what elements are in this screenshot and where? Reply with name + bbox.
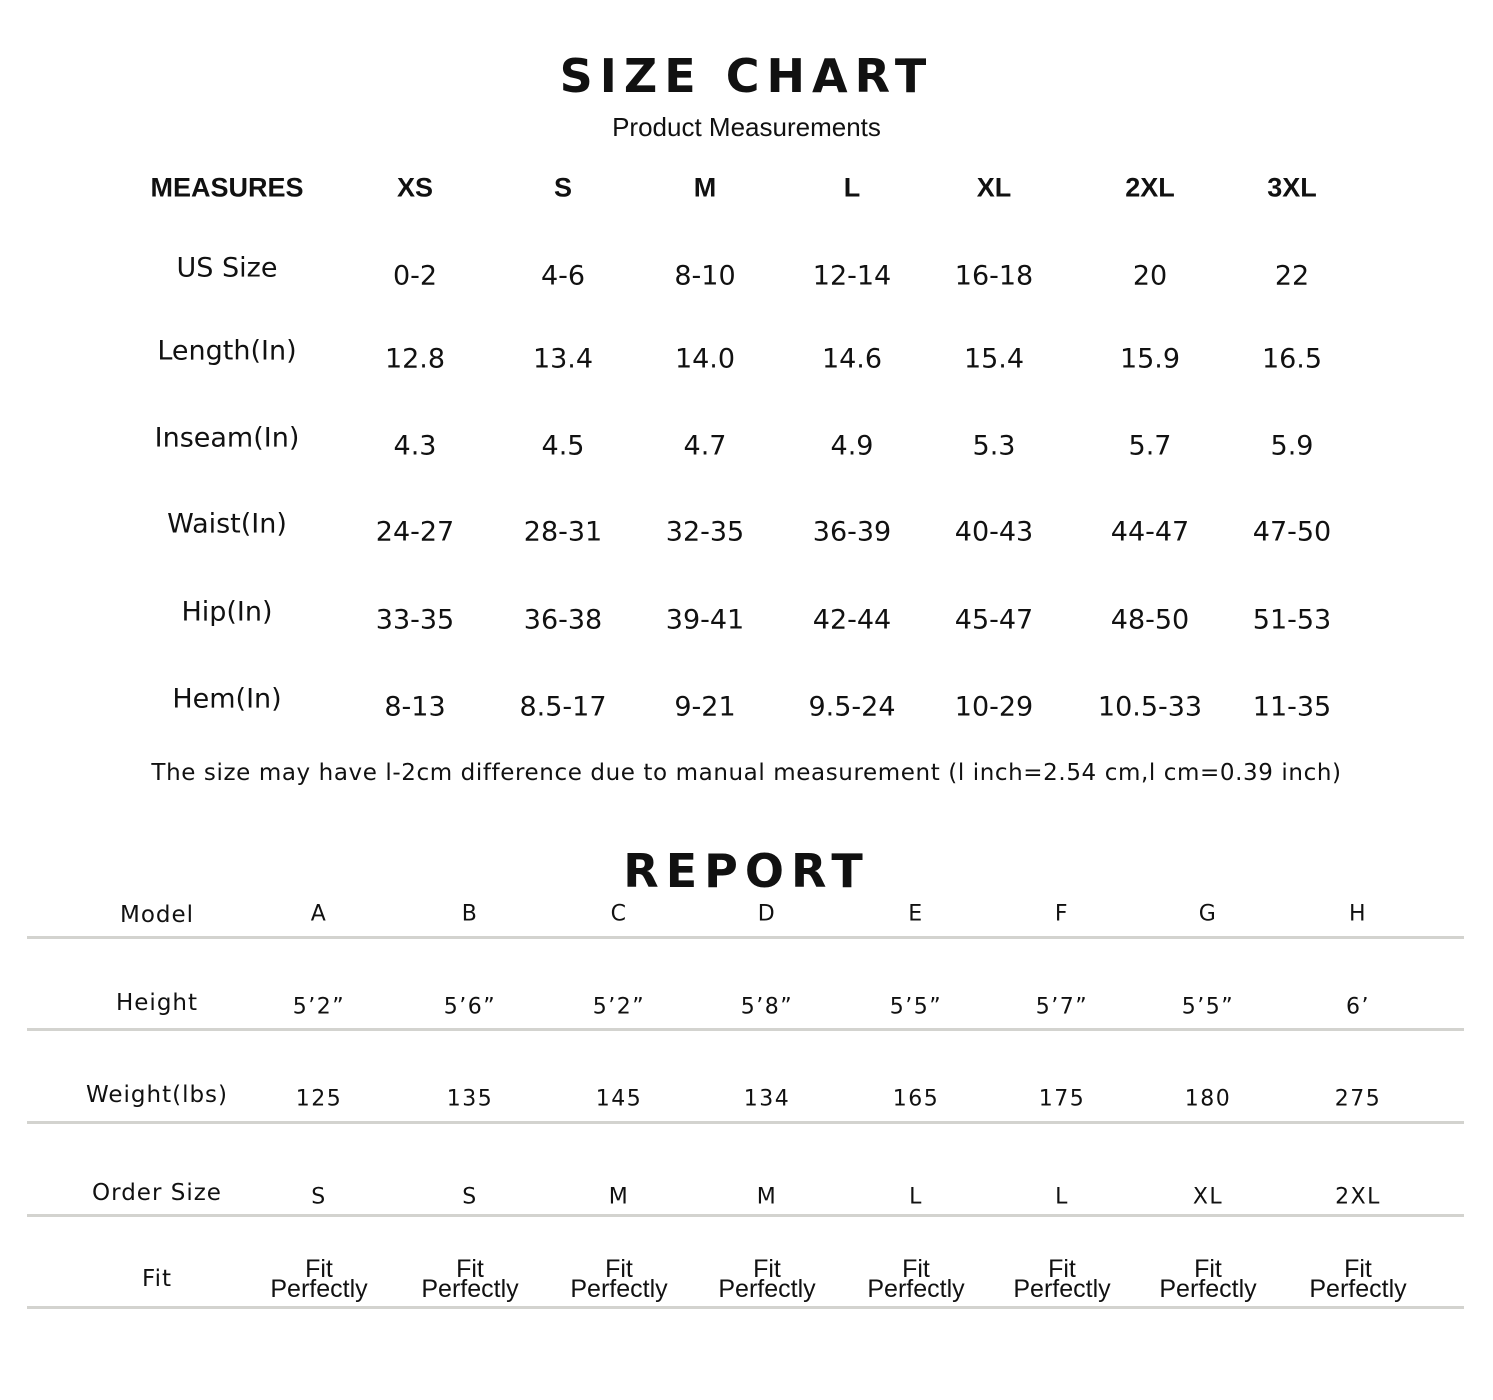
model-name: D xyxy=(757,901,777,927)
table-divider xyxy=(27,1121,1464,1124)
weight-value: 275 xyxy=(1334,1086,1382,1112)
measure-value: 45-47 xyxy=(954,604,1034,636)
measure-label: Hem(In) xyxy=(172,683,282,715)
table-divider xyxy=(27,936,1464,939)
height-value: 5’2” xyxy=(592,994,646,1020)
fit-value-line: Perfectly xyxy=(1013,1275,1111,1303)
measure-value: 8-10 xyxy=(674,260,736,292)
measure-value: 9.5-24 xyxy=(808,691,896,723)
measure-value: 15.9 xyxy=(1119,343,1181,375)
fit-value-line: Perfectly xyxy=(718,1275,816,1303)
fit-value-line: Perfectly xyxy=(270,1275,368,1303)
measure-value: 5.3 xyxy=(972,430,1016,462)
size-header-2xl: 2XL xyxy=(1125,172,1175,203)
height-value: 5’5” xyxy=(1181,994,1235,1020)
fit-value xyxy=(1159,1255,1257,1303)
size-header-s: S xyxy=(553,172,573,203)
fit-value-line: Fit xyxy=(456,1255,484,1283)
fit-value-line: Perfectly xyxy=(1309,1275,1407,1303)
fit-value-line: Fit xyxy=(1344,1255,1372,1283)
height-value: 5’6” xyxy=(443,994,497,1020)
order-size-value: L xyxy=(1055,1184,1069,1210)
size-chart-title: SIZE CHART xyxy=(559,49,934,103)
measure-value: 16.5 xyxy=(1261,343,1323,375)
weight-value: 145 xyxy=(595,1086,643,1112)
measure-value: 24-27 xyxy=(375,516,455,548)
measure-value: 32-35 xyxy=(665,516,745,548)
order-size-value: L xyxy=(909,1184,923,1210)
measure-value: 51-53 xyxy=(1252,604,1332,636)
model-name: G xyxy=(1198,901,1218,927)
table-divider xyxy=(27,1028,1464,1031)
order-size-value: M xyxy=(756,1184,778,1210)
measure-value: 13.4 xyxy=(532,343,594,375)
weight-value: 125 xyxy=(295,1086,343,1112)
measure-label: Waist(In) xyxy=(167,508,287,540)
measure-value: 11-35 xyxy=(1252,691,1332,723)
size-header-m: M xyxy=(693,172,717,203)
order-size-value: M xyxy=(608,1184,630,1210)
weight-value: 180 xyxy=(1184,1086,1232,1112)
size-header-3xl: 3XL xyxy=(1267,172,1317,203)
fit-value xyxy=(421,1255,519,1303)
measure-value: 8.5-17 xyxy=(519,691,607,723)
measure-value: 39-41 xyxy=(665,604,745,636)
weight-value: 135 xyxy=(446,1086,494,1112)
weight-value: 134 xyxy=(743,1086,791,1112)
measure-value: 4.7 xyxy=(683,430,727,462)
fit-value xyxy=(570,1255,668,1303)
fit-value xyxy=(270,1255,368,1303)
fit-value xyxy=(718,1255,816,1303)
measure-value: 5.7 xyxy=(1128,430,1172,462)
model-name: H xyxy=(1348,901,1368,927)
model-name: A xyxy=(310,901,328,927)
height-value: 5’7” xyxy=(1035,994,1089,1020)
fit-value xyxy=(867,1255,965,1303)
fit-value-line: Perfectly xyxy=(867,1275,965,1303)
order-size-value: XL xyxy=(1192,1184,1224,1210)
weight-value: 175 xyxy=(1038,1086,1086,1112)
measure-value: 22 xyxy=(1274,260,1310,292)
measure-label: Inseam(In) xyxy=(154,422,300,454)
height-value: 5’2” xyxy=(292,994,346,1020)
measure-value: 14.6 xyxy=(821,343,883,375)
measure-value: 8-13 xyxy=(384,691,446,723)
measure-value: 4.5 xyxy=(541,430,585,462)
measure-label: Hip(In) xyxy=(181,596,273,628)
size-header-l: L xyxy=(843,172,861,203)
fit-value-line: Fit xyxy=(753,1255,781,1283)
order-size-value: 2XL xyxy=(1335,1184,1381,1210)
measure-value: 4-6 xyxy=(540,260,586,292)
model-name: C xyxy=(610,901,628,927)
weight-value: 165 xyxy=(892,1086,940,1112)
measure-value: 16-18 xyxy=(954,260,1034,292)
height-label: Height xyxy=(115,990,199,1016)
model-header-label: Model xyxy=(119,902,195,928)
measure-value: 36-38 xyxy=(523,604,603,636)
measure-value: 33-35 xyxy=(375,604,455,636)
measure-value: 15.4 xyxy=(963,343,1025,375)
measure-value: 5.9 xyxy=(1270,430,1314,462)
measure-label: Length(In) xyxy=(157,335,297,367)
measure-value: 12.8 xyxy=(384,343,446,375)
fit-value xyxy=(1309,1255,1407,1303)
measure-value: 40-43 xyxy=(954,516,1034,548)
size-header-xl: XL xyxy=(976,172,1012,203)
weight-label: Weight(lbs) xyxy=(85,1082,229,1108)
fit-value-line: Fit xyxy=(1048,1255,1076,1283)
table-divider xyxy=(27,1214,1464,1217)
fit-value-line: Fit xyxy=(305,1255,333,1283)
fit-value-line: Perfectly xyxy=(570,1275,668,1303)
measure-value: 28-31 xyxy=(523,516,603,548)
measure-value: 42-44 xyxy=(812,604,892,636)
measure-value: 44-47 xyxy=(1110,516,1190,548)
size-chart-subtitle: Product Measurements xyxy=(612,112,881,142)
model-name: F xyxy=(1054,901,1070,927)
table-divider xyxy=(27,1306,1464,1309)
measure-value: 10.5-33 xyxy=(1097,691,1203,723)
fit-value-line: Perfectly xyxy=(1159,1275,1257,1303)
measure-value: 9-21 xyxy=(674,691,736,723)
size-header-xs: XS xyxy=(396,172,434,203)
order-size-value: S xyxy=(462,1184,478,1210)
fit-value-line: Fit xyxy=(605,1255,633,1283)
fit-value-line: Fit xyxy=(1194,1255,1222,1283)
measure-value: 0-2 xyxy=(392,260,438,292)
measure-label: US Size xyxy=(176,252,278,284)
measures-header: MEASURES xyxy=(150,172,304,203)
height-value: 5’5” xyxy=(889,994,943,1020)
fit-value-line: Fit xyxy=(902,1255,930,1283)
fit-value xyxy=(1013,1255,1111,1303)
fit-value-line: Perfectly xyxy=(421,1275,519,1303)
measure-value: 48-50 xyxy=(1110,604,1190,636)
measure-value: 10-29 xyxy=(954,691,1034,723)
fit-label: Fit xyxy=(142,1266,172,1292)
model-name: B xyxy=(461,901,479,927)
order-size-label: Order Size xyxy=(92,1180,222,1206)
measure-value: 12-14 xyxy=(812,260,892,292)
measurement-note: The size may have l-2cm difference due to manual measurement (l inch=2.54 cm,l cm=0.39 inch) xyxy=(151,760,1342,786)
measure-value: 14.0 xyxy=(674,343,736,375)
measure-value: 4.9 xyxy=(830,430,874,462)
model-name: E xyxy=(908,901,924,927)
measure-value: 4.3 xyxy=(393,430,437,462)
order-size-value: S xyxy=(311,1184,327,1210)
measure-value: 36-39 xyxy=(812,516,892,548)
measure-value: 20 xyxy=(1132,260,1168,292)
measure-value: 47-50 xyxy=(1252,516,1332,548)
report-title: REPORT xyxy=(623,844,870,898)
height-value: 5’8” xyxy=(740,994,794,1020)
height-value: 6’ xyxy=(1346,994,1370,1020)
